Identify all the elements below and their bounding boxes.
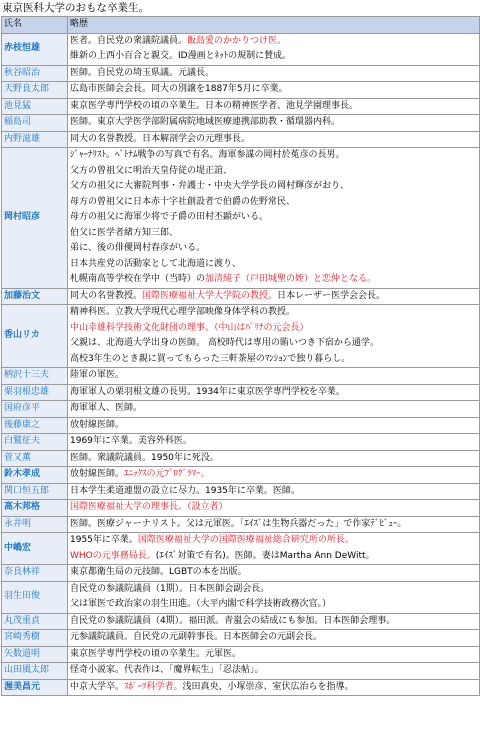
biography-line xyxy=(70,257,477,273)
biography-text: 母方の曾祖父に日本赤十字社創設者で伯爵の佐野常民、 xyxy=(70,196,296,207)
biography-text: 海軍軍人、医師。 xyxy=(70,403,143,413)
biography-text: 医師。医療ジャーナリスト。父は元軍医。「ｴｲｽﾞは生物兵器だった」で作家ﾃﾞﾋﾞｭｰ。 xyxy=(70,518,407,529)
biography-text: 陸軍の軍医。 xyxy=(70,370,125,380)
biography-text: 医者。自民党の衆議院議員。 xyxy=(70,35,188,46)
biography-text: 同大の名誉教授。 xyxy=(70,290,143,301)
biography-text: 精神科医。立教大学現代心理学部映像身体学科の教授。 xyxy=(70,307,296,317)
biography-line xyxy=(70,305,477,321)
table-row xyxy=(2,417,480,434)
header-desc: 略歴 xyxy=(68,17,480,34)
alumni-name: 奈良林祥 xyxy=(2,565,68,582)
biography-line xyxy=(70,352,477,368)
alumni-biography xyxy=(68,82,480,99)
table-row xyxy=(2,434,480,451)
table-row xyxy=(2,65,480,82)
biography-line xyxy=(70,663,477,679)
alumni-biography xyxy=(68,483,480,500)
biography-text: 日本共産党の活動家として北海道に渡り、 xyxy=(70,258,242,269)
table-row xyxy=(2,98,480,115)
biography-text: 医師。東京大学医学部附属病院地域医療連携部助教・循環器内科。 xyxy=(70,117,341,127)
alumni-name: 宮崎秀樹 xyxy=(2,630,68,647)
alumni-name: 高木邦格 xyxy=(2,500,68,517)
biography-text: 伯父に医学者緒方知三郎、 xyxy=(70,227,179,238)
biography-text: 東京医学専門学校の頃の卒業生。日本の精神医学者、池見学園理事長。 xyxy=(70,100,359,111)
biography-text: 父は軍医で政治家の羽生田進。（大平内閣で科学技術政務次官。） xyxy=(70,599,332,609)
alumni-name: 永井明 xyxy=(2,516,68,533)
biography-text: 東京医学専門学校の頃の卒業生。元軍医。 xyxy=(70,648,242,659)
alumni-name: 内野滋雄 xyxy=(2,131,68,148)
biography-text: 放射線医師。 xyxy=(70,419,125,430)
alumni-biography xyxy=(68,663,480,680)
table-row xyxy=(2,368,480,385)
table-row xyxy=(2,467,480,484)
alumni-name: 矢数道明 xyxy=(2,646,68,663)
biography-line xyxy=(70,647,477,663)
biography-line xyxy=(70,630,477,646)
biography-line xyxy=(70,484,477,500)
table-row xyxy=(2,483,480,500)
biography-line xyxy=(70,115,477,131)
biography-line xyxy=(70,179,477,195)
biography-text: 同大の名誉教授。日本解剖学会の元理事長。 xyxy=(70,133,251,144)
biography-text: 自民党の参議院議員（4期）。福田派。青嵐会の結成にも参加。日本医師会理事。 xyxy=(70,615,396,626)
biography-text: 維新の上西小百合と親交。ID漫画とﾈｯﾄの規制に賛成。 xyxy=(70,51,292,61)
biography-line xyxy=(70,241,477,257)
highlighted-text: 中山幸雄科学技術文化財団の理事。（中山はﾊﾟﾘﾅの元会長） xyxy=(70,322,309,333)
biography-text: 日本レーザー医学会会長。 xyxy=(277,290,386,301)
alumni-biography xyxy=(68,33,480,65)
biography-line xyxy=(70,467,477,483)
biography-line xyxy=(70,582,477,598)
table-row xyxy=(2,115,480,132)
biography-text: 東京都衛生局の元技師。LGBTの本を出版。 xyxy=(70,567,247,577)
alumni-name: 渥美昌元 xyxy=(2,679,68,696)
highlighted-text: 国際医療福祉大学の国際医療福祉総合研究所の所長。 xyxy=(137,535,354,545)
alumni-biography xyxy=(68,401,480,418)
alumni-name: 羽生田俊 xyxy=(2,581,68,613)
biography-line xyxy=(70,451,477,467)
biography-line xyxy=(70,517,477,533)
table-row xyxy=(2,500,480,517)
alumni-biography xyxy=(68,516,480,533)
biography-line xyxy=(70,49,477,65)
alumni-name: 鈴木孝成 xyxy=(2,467,68,484)
biography-line xyxy=(70,82,477,98)
alumni-name: 香山リカ xyxy=(2,305,68,368)
alumni-table xyxy=(1,16,480,696)
alumni-name: 後藤康之 xyxy=(2,417,68,434)
biography-text: 広島市医師会会長。同大の別譲を1887年5月に卒業。 xyxy=(70,84,288,94)
biography-line xyxy=(70,210,477,226)
alumni-biography xyxy=(68,305,480,368)
highlighted-text: ｴﾆｯｸｽの元ﾌﾟﾛｸﾞﾗﾏｰ。 xyxy=(124,469,210,479)
biography-text: 医師。衆議院議員。1950年に死没。 xyxy=(70,452,219,463)
alumni-biography xyxy=(68,434,480,451)
biography-text: 父方の曾祖父に明治天皇侍従の堤正誼、 xyxy=(70,165,233,176)
biography-text: 放射線医師。 xyxy=(70,469,125,479)
biography-line xyxy=(70,385,477,401)
biography-text: 弟に、後の俳優岡村春彦がいる。 xyxy=(70,243,206,253)
table-row xyxy=(2,33,480,65)
table-row xyxy=(2,384,480,401)
alumni-biography xyxy=(68,450,480,467)
highlighted-text: 国際医療福祉大学の理事長。（設立者） xyxy=(70,502,228,512)
table-row xyxy=(2,450,480,467)
biography-text: 医師。自民党の埼玉県議。元議長。 xyxy=(70,67,215,78)
alumni-biography xyxy=(68,500,480,517)
biography-line xyxy=(70,614,477,630)
biography-line xyxy=(70,680,477,696)
table-row xyxy=(2,613,480,630)
biography-line xyxy=(70,195,477,211)
biography-line xyxy=(70,336,477,352)
table-header-row xyxy=(2,17,480,34)
biography-line xyxy=(70,401,477,417)
biography-line xyxy=(70,549,477,565)
biography-line xyxy=(70,321,477,337)
alumni-name: 丸茂重貞 xyxy=(2,613,68,630)
biography-text: 元参議院議員。自民党の元副幹事長。日本医師会の元副会長。 xyxy=(70,632,323,642)
biography-text: 1969年に卒業。美容外科医。 xyxy=(70,436,192,446)
highlighted-text: ｽﾎﾟｰﾂ科学者。 xyxy=(124,681,183,692)
biography-text: 1955年に卒業。 xyxy=(70,535,138,545)
biography-text: 母方の祖父に海軍少将で子爵の田村丕顕がいる。 xyxy=(70,212,269,222)
table-row xyxy=(2,516,480,533)
highlighted-text: 国際医療福祉大学大学院の教授。 xyxy=(142,290,278,301)
biography-line xyxy=(70,272,477,288)
biography-line xyxy=(70,34,477,50)
table-row xyxy=(2,646,480,663)
highlighted-text: 飯島愛のかかりつけ医。 xyxy=(187,35,287,46)
biography-text: 札幌南高等学校在学中（当時）の xyxy=(70,274,206,284)
alumni-biography xyxy=(68,98,480,115)
highlighted-text: WHOの元事務局長。 xyxy=(70,550,156,561)
alumni-biography xyxy=(68,384,480,401)
table-row xyxy=(2,630,480,647)
table-row xyxy=(2,581,480,613)
biography-line xyxy=(70,368,477,384)
table-row xyxy=(2,82,480,99)
alumni-name: 稲島司 xyxy=(2,115,68,132)
biography-line xyxy=(70,418,477,434)
table-row xyxy=(2,401,480,418)
biography-line xyxy=(70,500,477,516)
alumni-biography xyxy=(68,368,480,385)
biography-text: 父方の祖父に大審院判事・弁護士・中央大学学長の岡村輝彦がおり、 xyxy=(70,181,350,191)
biography-text: 高校3年生のとき親に買ってもらった三軒茶屋のﾏﾝｼｮﾝで独り暮らし。 xyxy=(70,353,351,364)
alumni-biography xyxy=(68,679,480,696)
biography-line xyxy=(70,597,477,613)
alumni-name: 中嶋宏 xyxy=(2,533,68,565)
biography-line xyxy=(70,434,477,450)
alumni-biography xyxy=(68,630,480,647)
alumni-name: 天野良太郎 xyxy=(2,82,68,99)
alumni-biography xyxy=(68,65,480,82)
highlighted-text: 加清純子（戸田城聖の姪）と恋仲となる。 xyxy=(205,274,377,284)
alumni-biography xyxy=(68,131,480,148)
biography-text: ｼﾞｬｰﾅﾘｽﾄ。ﾍﾞﾄﾅﾑ戦争の写真で有名。海軍参謀の岡村於菟彦の長男。 xyxy=(70,150,345,160)
table-row xyxy=(2,663,480,680)
alumni-name: 白鷲征夫 xyxy=(2,434,68,451)
biography-text: 父親は、北海道大学出身の医師。 高校時代は専用の賄いつき下宿から通学。 xyxy=(70,338,379,348)
biography-line xyxy=(70,132,477,148)
table-row xyxy=(2,679,480,696)
table-row xyxy=(2,131,480,148)
alumni-biography xyxy=(68,148,480,289)
alumni-name: 柄沢十三夫 xyxy=(2,368,68,385)
biography-line xyxy=(70,533,477,549)
biography-line xyxy=(70,289,477,305)
alumni-biography xyxy=(68,115,480,132)
alumni-biography xyxy=(68,613,480,630)
alumni-name: 栗羽根忠雄 xyxy=(2,384,68,401)
alumni-biography xyxy=(68,533,480,565)
biography-line xyxy=(70,148,477,164)
table-row xyxy=(2,565,480,582)
alumni-biography xyxy=(68,417,480,434)
table-body xyxy=(2,33,480,696)
header-name: 氏名 xyxy=(2,17,68,34)
biography-line xyxy=(70,99,477,115)
biography-line xyxy=(70,565,477,581)
alumni-name: 赤枝恒雄 xyxy=(2,33,68,65)
alumni-biography xyxy=(68,581,480,613)
biography-text: 中京大学卒。 xyxy=(70,681,125,692)
alumni-name: 菅又薫 xyxy=(2,450,68,467)
table-row xyxy=(2,288,480,305)
table-row xyxy=(2,533,480,565)
biography-text: 怪奇小説家。代表作は、「魔界転生」「忍法帖」。 xyxy=(70,665,264,675)
biography-text: (ｴｲｽﾞ対策で有名)。医師。妻はMartha Ann DeWitt。 xyxy=(155,550,375,561)
alumni-biography xyxy=(68,288,480,305)
alumni-biography xyxy=(68,565,480,582)
biography-text: 海軍軍人の栗羽根文雄の長男。1934年に東京医学専門学校を卒業。 xyxy=(70,386,345,397)
alumni-name: 国府彦平 xyxy=(2,401,68,418)
biography-text: 浅田真央、小塚崇彦、室伏広治らを指導。 xyxy=(182,681,354,692)
biography-text: 日本学生柔道連盟の設立に尽力。1935年に卒業。医師。 xyxy=(70,485,300,496)
table-row xyxy=(2,305,480,368)
alumni-biography xyxy=(68,467,480,484)
biography-text: 自民党の参議院議員（1期）。日本医師会副会長。 xyxy=(70,583,270,594)
alumni-name: 池見猛 xyxy=(2,98,68,115)
table-row xyxy=(2,148,480,289)
alumni-biography xyxy=(68,646,480,663)
biography-line xyxy=(70,164,477,180)
alumni-name: 加藤治文 xyxy=(2,288,68,305)
biography-line xyxy=(70,66,477,82)
alumni-name: 関口恒五郎 xyxy=(2,483,68,500)
alumni-name: 秋谷昭治 xyxy=(2,65,68,82)
page-title: 東京医科大学のおもな卒業生。 xyxy=(2,2,149,14)
alumni-name: 岡村昭彦 xyxy=(2,148,68,289)
biography-line xyxy=(70,226,477,242)
alumni-name: 山田風太郎 xyxy=(2,663,68,680)
